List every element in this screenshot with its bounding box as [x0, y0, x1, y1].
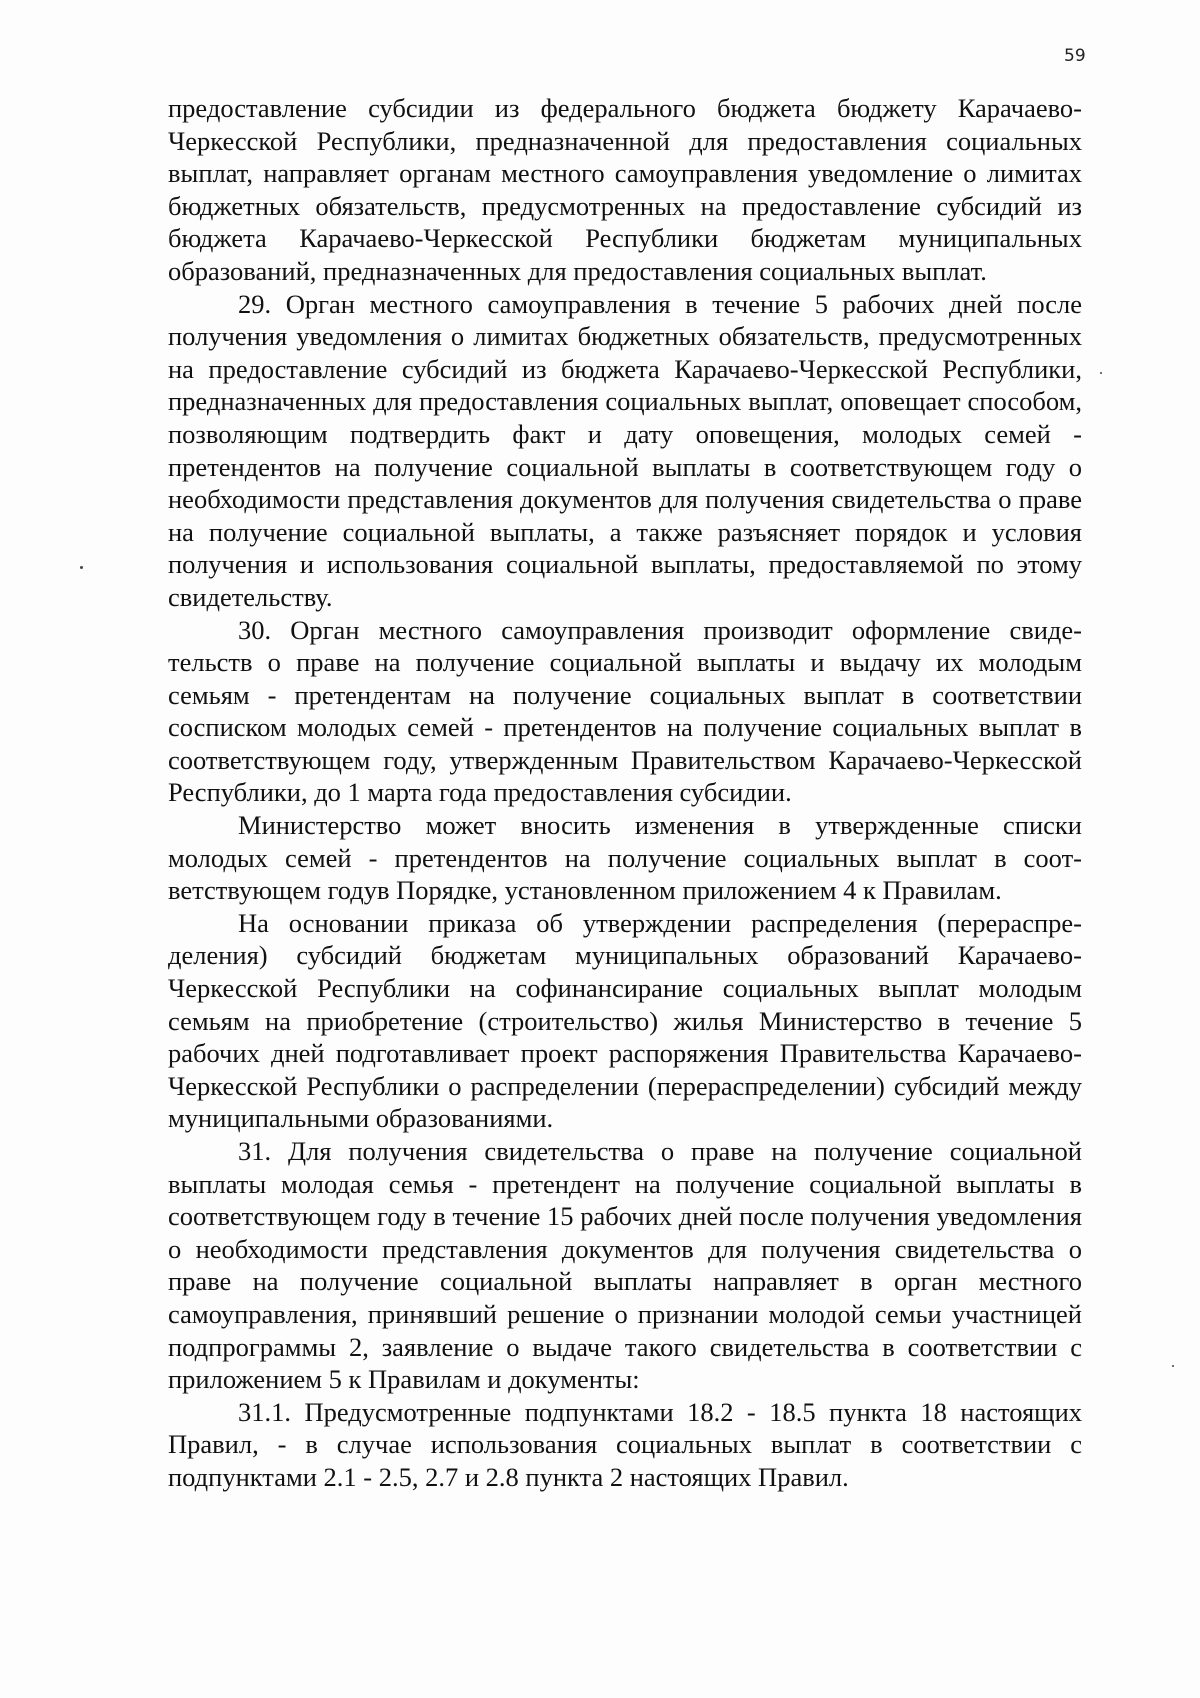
- paragraph-continuation: предоставление субсидии из федерального бюджета бюджету Карачаево-Черкесской Республики, предназначенной для предоставления социальных выплат, направляет органам местного самоуправления уведомление о лимитах бюджетных обязательств, предусмотренных на предоставление субсидий из бюджета Карачаево-Черкесской Республики бюджетам муниципальных образований, предназначенных для предоставления социальных выплат.: [168, 93, 1082, 286]
- page-number: 59: [1064, 46, 1086, 66]
- paragraph-31-1: 31.1. Предусмотренные подпунктами 18.2 - 18.5 пункта 18 настоящих Правил, - в случае использования социальных выплат в соответствии с подпунктами 2.1 - 2.5, 2.7 и 2.8 пункта 2 настоящих Правил.: [168, 1396, 1082, 1492]
- scan-speck: [1172, 1365, 1174, 1367]
- scan-speck: [1100, 372, 1102, 374]
- paragraph-ministry-changes: Министерство может вносить изменения в утвержденные списки молодых семей - претендентов на получение социальных выплат в соответствующем годув Порядке, установленном приложением 4 к Правилам.: [168, 810, 1082, 906]
- paragraph-order-distribution: На основании приказа об утверждении распределения (перераспределения) субсидий бюджетам муниципальных образований Карачаево-Черкесской Республики на софинансирание социальных выплат молодым семьям на приобретение (строительство) жилья Министерство в течение 5 рабочих дней подготавливает проект распоряжения Правительства Карачаево-Черкесской Республики о распределении (перераспределении) субсидий между муниципальными образованиями.: [168, 907, 1082, 1134]
- scan-speck: [80, 566, 83, 569]
- paragraph-31: 31. Для получения свидетельства о праве на получение социальной выплаты молодая семья - претендент на получение социальной выплаты в соответствующем году в течение 15 рабочих дней после получения уведомления о необходимости представления документов для получения свидетельства о праве на получение социальной выплаты направляет в орган местного самоуправления, принявший решение о признании молодой семьи участницей подпрограммы 2, заявление о выдаче такого свидетельства в соответствии с приложением 5 к Правилам и документы:: [168, 1136, 1082, 1395]
- document-body: [168, 92, 1082, 1494]
- paragraph-30: 30. Орган местного самоуправления производит оформление свидетельств о праве на получение социальной выплаты и выдачу их молодым семьям - претендентам на получение социальных выплат в соответствии сосписком молодых семей - претендентов на получение социальных выплат в соответствующем году, утвержденным Правительством Карачаево-Черкесской Республики, до 1 марта года предоставления субсидии.: [168, 614, 1082, 808]
- paragraph-29: 29. Орган местного самоуправления в течение 5 рабочих дней после получения уведомления о лимитах бюджетных обязательств, предусмотренных на предоставление субсидий из бюджета Карачаево-Черкесской Республики, предназначенных для предоставления социальных выплат, оповещает способом, позволяющим подтвердить факт и дату оповещения, молодых семей - претендентов на получение социальной выплаты в соответствующем году о необходимости представления документов для получения свидетельства о праве на получение социальной выплаты, а также разъясняет порядок и условия получения и использования социальной выплаты, предоставляемой по этому свидетельству.: [168, 288, 1082, 612]
